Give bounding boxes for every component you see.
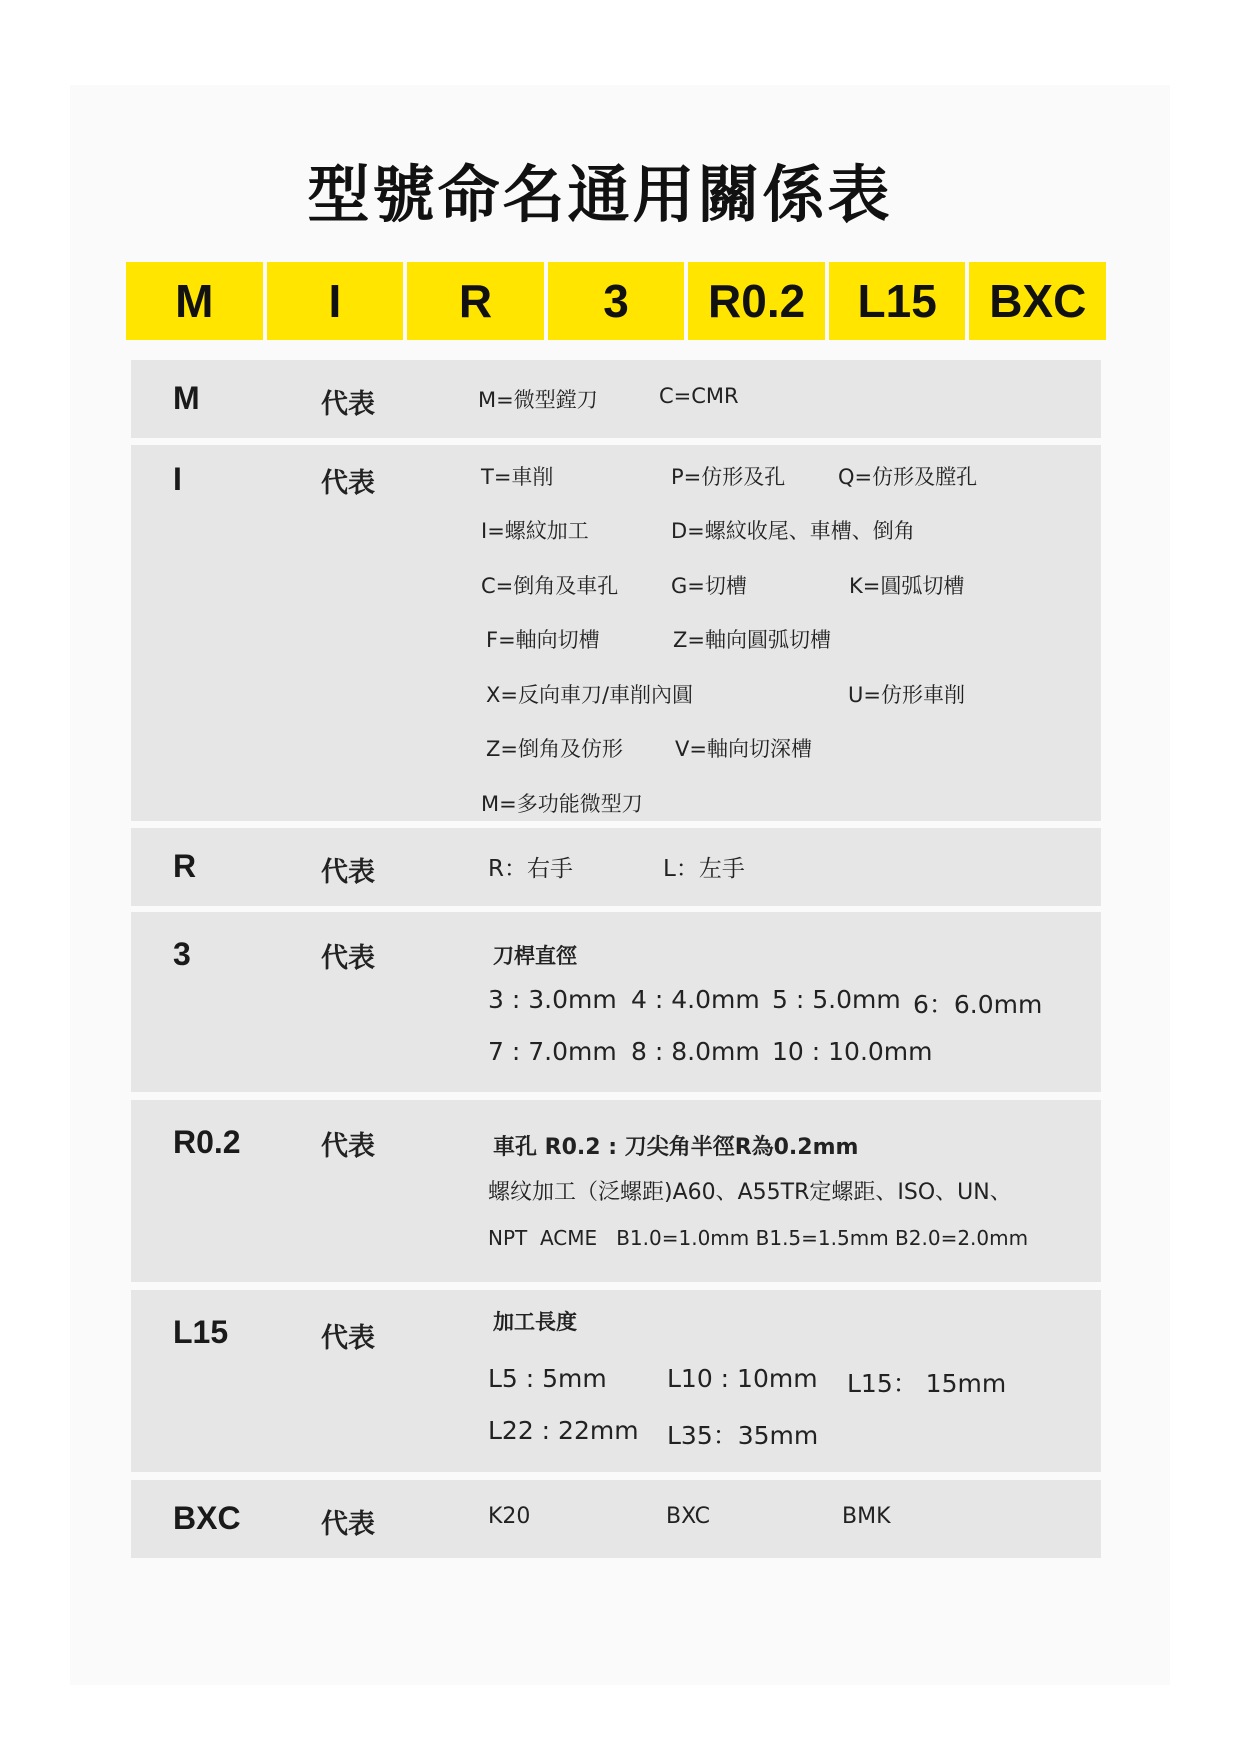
- row-3: [131, 912, 1101, 1092]
- item: L：左手: [663, 856, 745, 882]
- item: U=仿形車削: [848, 683, 965, 707]
- item: L15： 15mm: [847, 1369, 1007, 1398]
- item: G=切槽: [671, 574, 747, 598]
- row-l15: [131, 1290, 1101, 1472]
- represents-label: 代表: [321, 857, 375, 888]
- header-cell-m: M: [126, 262, 263, 340]
- represents-label: 代表: [321, 1131, 375, 1162]
- row-code: BXC: [173, 1500, 241, 1536]
- item-line: NPT ACME B1.0=1.0mm B1.5=1.5mm B2.0=2.0mm: [488, 1226, 1029, 1250]
- item: L10 : 10mm: [667, 1364, 818, 1393]
- row-code: R0.2: [173, 1124, 241, 1160]
- header-cell-3: 3: [548, 262, 685, 340]
- row-bxc: [131, 1480, 1101, 1558]
- item: P=仿形及孔: [671, 465, 786, 489]
- represents-label: 代表: [321, 1509, 375, 1540]
- item: L22 : 22mm: [488, 1416, 639, 1445]
- represents-label: 代表: [321, 943, 375, 974]
- item: K=圓弧切槽: [849, 574, 965, 598]
- item: M=微型鏜刀: [478, 388, 598, 412]
- model-code-header: [126, 262, 1106, 340]
- item: V=軸向切深槽: [675, 737, 812, 761]
- represents-label: 代表: [321, 1323, 375, 1354]
- row-code: L15: [173, 1314, 229, 1350]
- item: D=螺紋收尾、車槽、倒角: [671, 519, 915, 543]
- item: I=螺紋加工: [481, 519, 589, 543]
- row-r02: [131, 1100, 1101, 1282]
- item: BMK: [842, 1504, 891, 1529]
- represents-label: 代表: [321, 389, 375, 420]
- row-code: R: [173, 848, 197, 884]
- row-code: M: [173, 380, 200, 416]
- item: 8 : 8.0mm: [631, 1037, 760, 1066]
- header-cell-bxc: BXC: [969, 262, 1106, 340]
- item-heading: 加工長度: [493, 1310, 577, 1334]
- row-i: [131, 445, 1101, 821]
- page-title: 型號命名通用關係表: [307, 158, 893, 231]
- item: C=倒角及車孔: [481, 574, 619, 598]
- item: F=軸向切槽: [486, 628, 600, 652]
- item: 4 : 4.0mm: [631, 985, 760, 1014]
- header-cell-i: I: [267, 262, 404, 340]
- item: T=車削: [481, 465, 554, 489]
- item-line: 螺纹加工（泛螺距)A60、A55TR定螺距、ISO、UN、: [488, 1180, 1012, 1205]
- row-m: [131, 360, 1101, 438]
- header-cell-l15: L15: [829, 262, 966, 340]
- item: M=多功能微型刀: [481, 792, 643, 816]
- row-r: [131, 828, 1101, 906]
- item: 7 : 7.0mm: [488, 1037, 617, 1066]
- item: L35：35mm: [667, 1421, 819, 1450]
- header-cell-r02: R0.2: [688, 262, 825, 340]
- item: 3 : 3.0mm: [488, 985, 617, 1014]
- item: Z=軸向圓弧切槽: [673, 628, 831, 652]
- represents-label: 代表: [321, 468, 375, 499]
- item: 5 : 5.0mm: [772, 985, 901, 1014]
- item: Z=倒角及仿形: [486, 737, 623, 761]
- item: Q=仿形及膛孔: [838, 465, 978, 489]
- item: 10 : 10.0mm: [772, 1037, 933, 1066]
- item: C=CMR: [659, 384, 739, 408]
- item: BXC: [666, 1504, 710, 1529]
- item: K20: [488, 1504, 531, 1529]
- header-cell-r: R: [407, 262, 544, 340]
- row-code: 3: [173, 936, 191, 972]
- item: L5 : 5mm: [488, 1364, 607, 1393]
- item-heading: 刀桿直徑: [493, 944, 577, 968]
- item: 6：6.0mm: [913, 990, 1043, 1019]
- item: X=反向車刀/車削內圓: [486, 683, 694, 707]
- item-heading: 車孔 R0.2 : 刀尖角半徑R為0.2mm: [493, 1135, 859, 1160]
- row-code: I: [173, 461, 182, 497]
- item: R：右手: [488, 856, 573, 882]
